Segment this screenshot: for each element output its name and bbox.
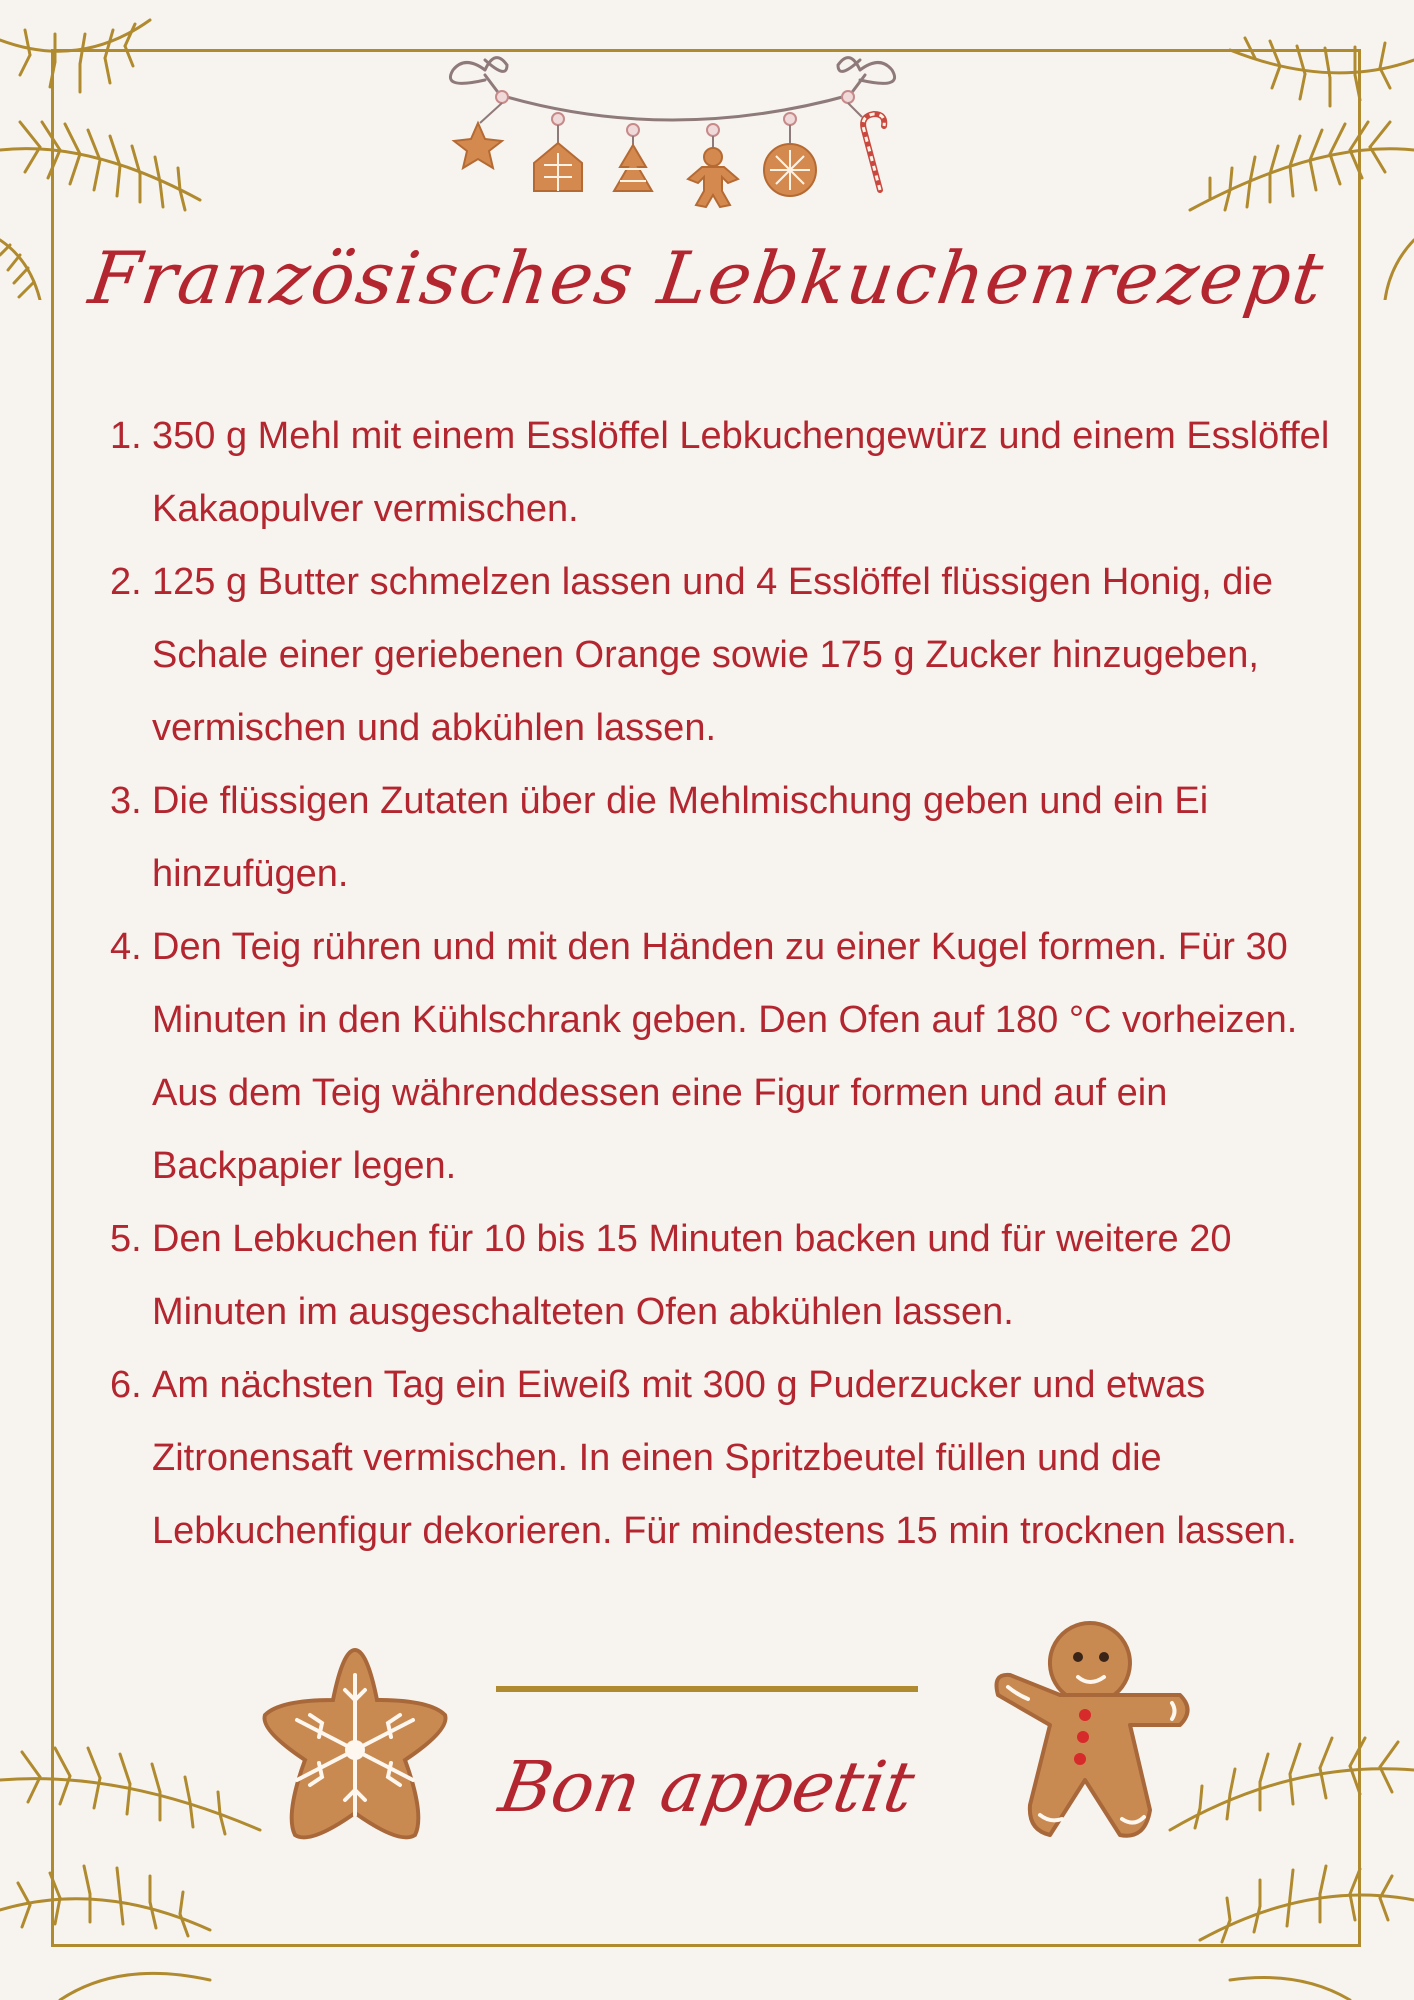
step-item [110, 911, 1340, 1203]
step-number: 5. [110, 1218, 142, 1260]
step-item [110, 1349, 1340, 1568]
garland-icon [430, 45, 910, 220]
step-text: Den Teig rühren und mit den Händen zu einer Kugel formen. Für 30 Minuten in den Kühlschrank geben. Den Ofen auf 180 °C vorheizen. Aus dem Teig währenddessen eine Figur formen und auf ein Backpapier legen. [152, 926, 1298, 1187]
divider-line [496, 1686, 918, 1692]
step-number: 6. [110, 1364, 142, 1406]
step-text: 125 g Butter schmelzen lassen und 4 Esslöffel flüssigen Honig, die Schale einer geriebenen Orange sowie 175 g Zucker hinzugeben, vermischen und abkühlen lassen. [152, 561, 1273, 749]
recipe-steps [110, 400, 1340, 1568]
step-number: 2. [110, 561, 142, 603]
page-title: Französisches Lebkuchenrezept [84, 236, 1330, 320]
step-item [110, 765, 1340, 911]
step-text: Die flüssigen Zutaten über die Mehlmischung geben und ein Ei hinzufügen. [152, 780, 1209, 895]
step-text: Den Lebkuchen für 10 bis 15 Minuten backen und für weitere 20 Minuten im ausgeschalteten Ofen abkühlen lassen. [152, 1218, 1232, 1333]
pine-branch-icon [0, 1680, 270, 2000]
step-text: 350 g Mehl mit einem Esslöffel Lebkuchengewürz und einem Esslöffel Kakaopulver vermischen. [152, 415, 1330, 530]
step-item [110, 546, 1340, 765]
step-text: Am nächsten Tag ein Eiweiß mit 300 g Puderzucker und etwas Zitronensaft vermischen. In einen Spritzbeutel füllen und die Lebkuchenfigur dekorieren. Für mindestens 15 min trocknen lassen. [152, 1364, 1297, 1552]
step-item [110, 1203, 1340, 1349]
step-number: 1. [110, 415, 142, 457]
step-number: 4. [110, 926, 142, 968]
step-number: 3. [110, 780, 142, 822]
gingerbread-man-icon [990, 1615, 1195, 1855]
closing-text: Bon appetit [493, 1746, 921, 1828]
step-item [110, 400, 1340, 546]
